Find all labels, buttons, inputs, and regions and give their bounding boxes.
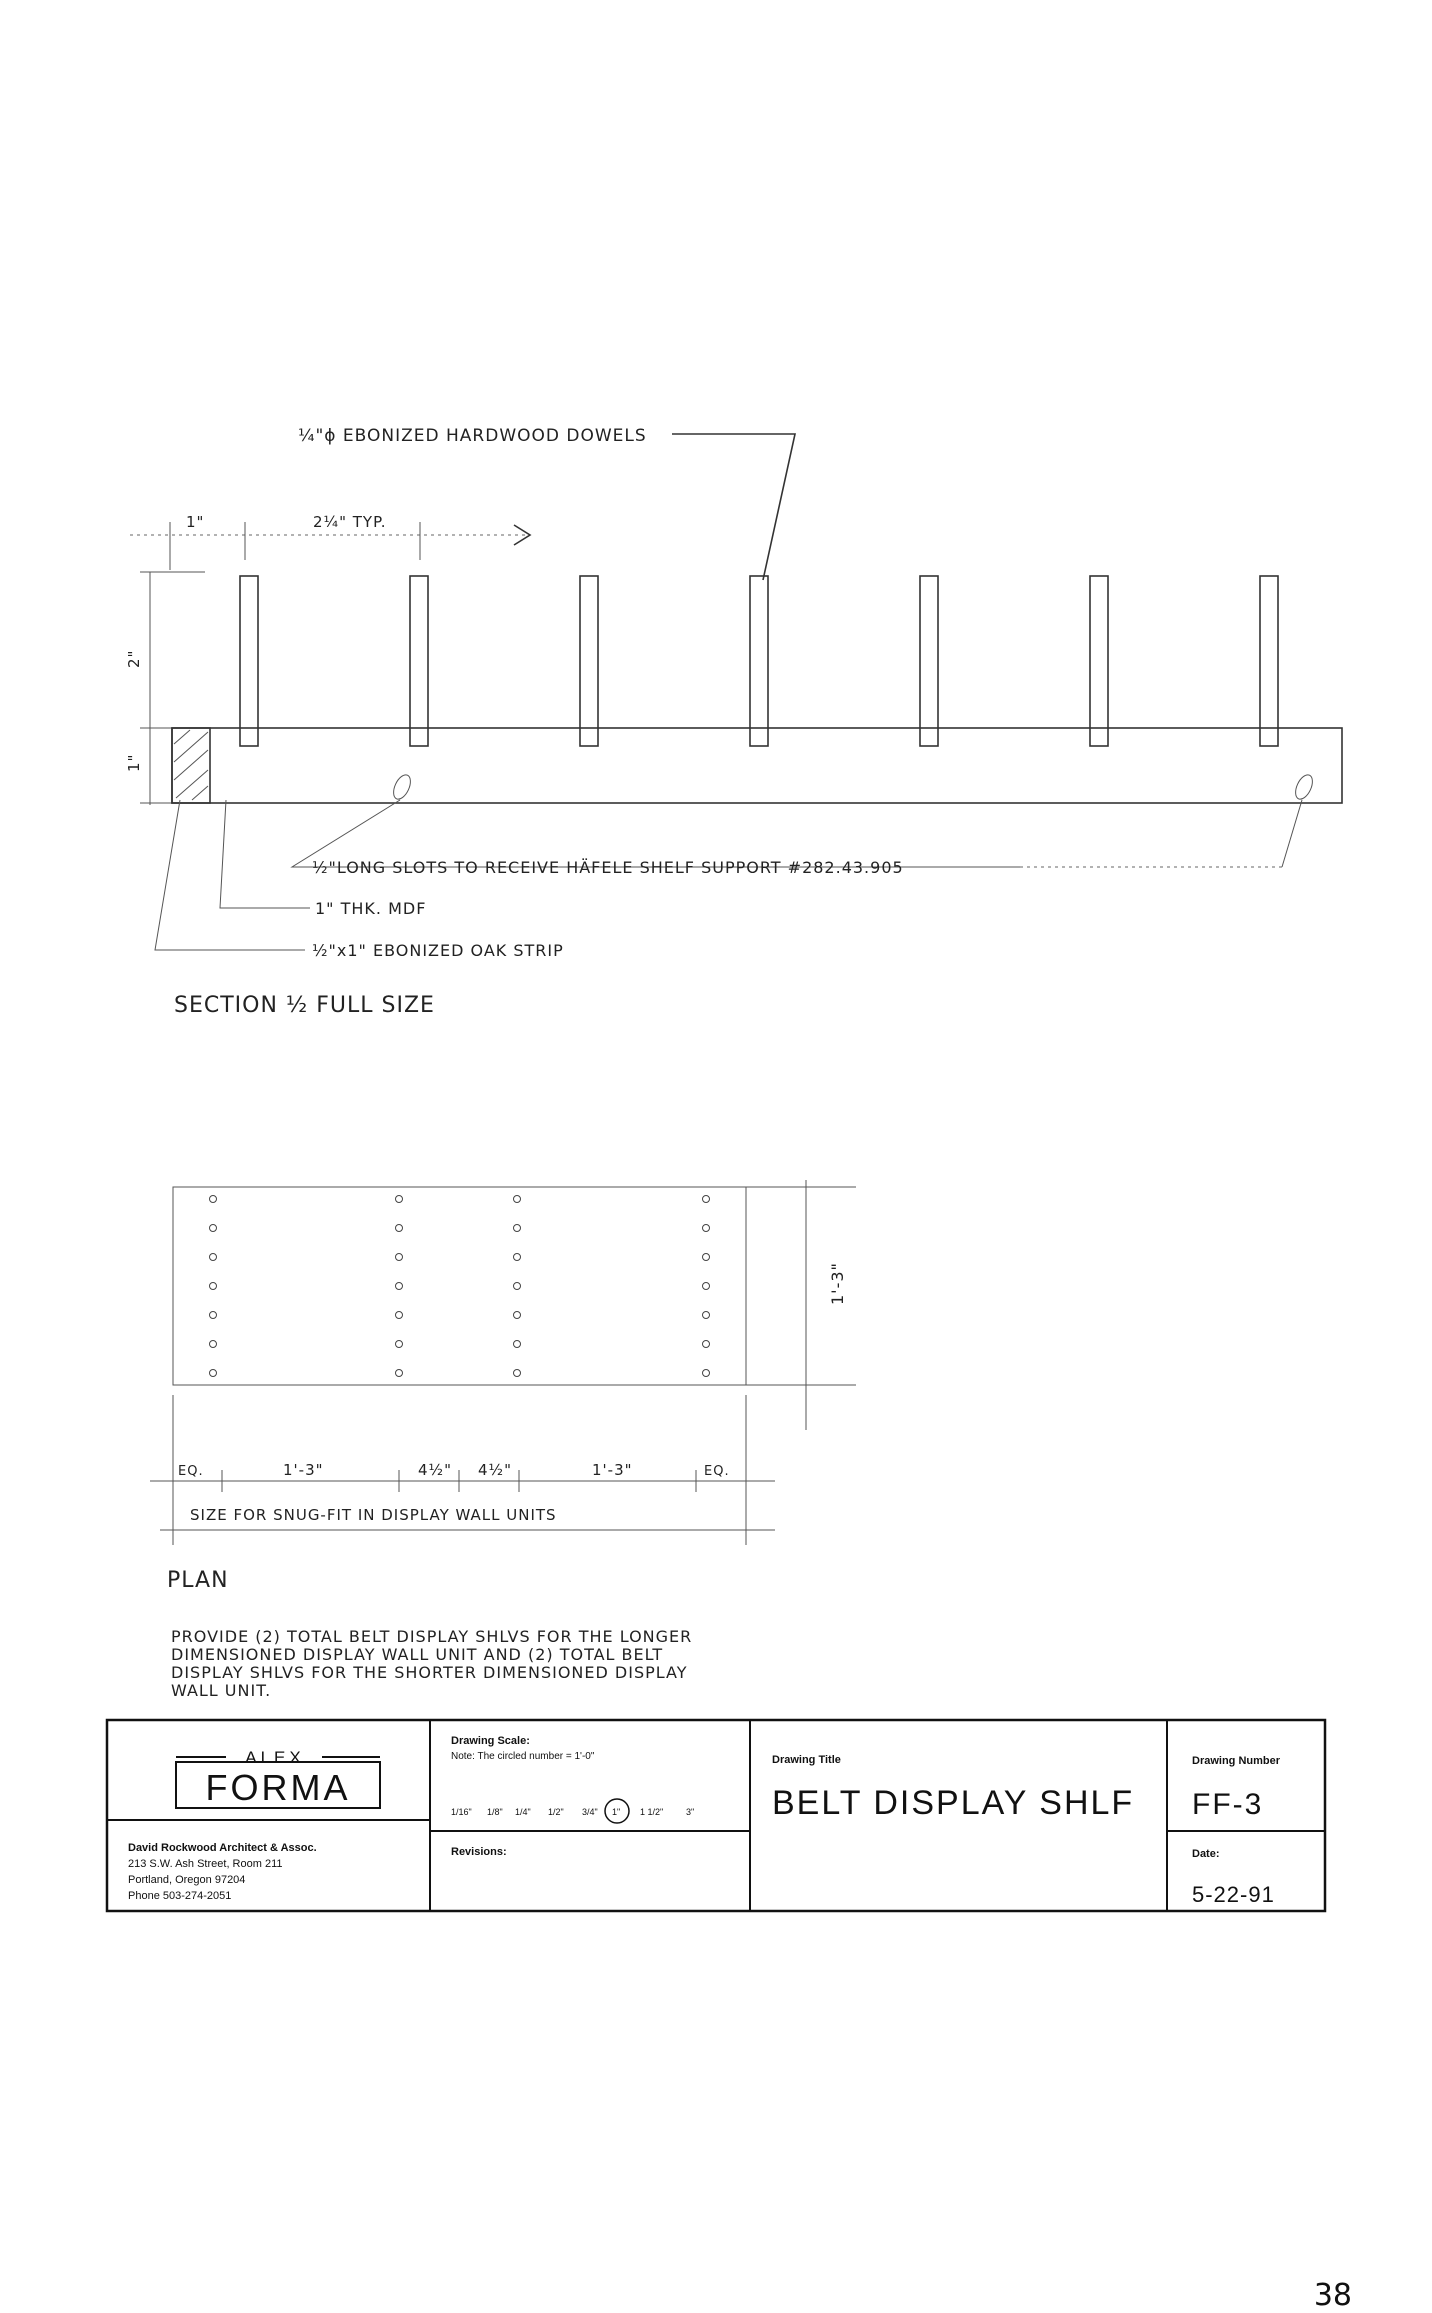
dowels xyxy=(240,576,1278,746)
dowel-hole xyxy=(396,1283,403,1290)
dowel-hole xyxy=(210,1283,217,1290)
scale-options xyxy=(451,1799,694,1823)
office-address-line-3: Phone 503-274-2051 xyxy=(128,1890,232,1902)
support-slot xyxy=(1292,772,1316,801)
dowel-hole xyxy=(703,1341,710,1348)
dowel-hole xyxy=(210,1254,217,1261)
scale-option: 1/2" xyxy=(548,1807,564,1817)
dowel-hole xyxy=(703,1196,710,1203)
drawing-title-label: Drawing Title xyxy=(772,1754,841,1766)
dim-shelf-height: 1" xyxy=(125,753,143,772)
dowel-hole xyxy=(514,1283,521,1290)
dowel-hole xyxy=(703,1283,710,1290)
dowel-hole xyxy=(210,1196,217,1203)
mdf-shelf xyxy=(172,728,1342,803)
scale-option-selected: 1" xyxy=(612,1807,621,1817)
mdf-leader xyxy=(220,800,310,908)
logo-top: ALEX xyxy=(245,1748,305,1767)
scale-note: Note: The circled number = 1'-0" xyxy=(451,1751,595,1762)
plan-dim-eq-left: EQ. xyxy=(178,1464,204,1479)
dowel-hole xyxy=(396,1196,403,1203)
title-block xyxy=(107,1720,1325,1911)
strip-label: ½"x1" EBONIZED OAK STRIP xyxy=(312,941,564,960)
office-address-line-2: Portland, Oregon 97204 xyxy=(128,1874,246,1886)
dowel xyxy=(580,576,598,746)
logo-main: FORMA xyxy=(205,1767,351,1808)
date-label: Date: xyxy=(1192,1848,1220,1860)
strip-leader xyxy=(155,800,305,950)
plan-shelf-outline xyxy=(173,1187,746,1385)
dowel-hole xyxy=(703,1312,710,1319)
dowel-hole xyxy=(514,1341,521,1348)
office-address-line-1: 213 S.W. Ash Street, Room 211 xyxy=(128,1858,283,1870)
dim-spacing-label: 2¼" TYP. xyxy=(313,513,387,531)
dowel-hole xyxy=(514,1196,521,1203)
plan-dim-gap-left: 4½" xyxy=(418,1461,452,1479)
dowel xyxy=(750,576,768,746)
dowel-hole xyxy=(396,1370,403,1377)
section-caption: SECTION ½ FULL SIZE xyxy=(174,993,435,1018)
dowel-hole xyxy=(703,1225,710,1232)
dowel-label: ¼"ϕ EBONIZED HARDWOOD DOWELS xyxy=(298,426,647,446)
dowel-hole xyxy=(396,1225,403,1232)
slots-label: ½"LONG SLOTS TO RECEIVE HÄFELE SHELF SUPPORT #282.43.905 xyxy=(312,858,904,877)
plan-dim-left: 1'-3" xyxy=(283,1461,324,1479)
plan-dim-eq-right: EQ. xyxy=(704,1464,730,1479)
dowel-hole xyxy=(703,1370,710,1377)
plan-note-line-1: PROVIDE (2) TOTAL BELT DISPLAY SHLVS FOR THE LONGER xyxy=(171,1627,693,1646)
dowel-hole xyxy=(210,1341,217,1348)
plan-height-dim: 1'-3" xyxy=(828,1262,847,1305)
dowel-leader xyxy=(672,434,795,580)
plan-caption: PLAN xyxy=(167,1568,229,1593)
slots-leader xyxy=(292,800,1020,867)
page-number: 38 xyxy=(1313,2278,1352,2313)
plan-size-note: SIZE FOR SNUG-FIT IN DISPLAY WALL UNITS xyxy=(190,1506,557,1524)
dowel-hole xyxy=(396,1312,403,1319)
dowel xyxy=(920,576,938,746)
dowel xyxy=(1260,576,1278,746)
oak-strip-hatch xyxy=(174,730,208,800)
dowel-hole xyxy=(396,1254,403,1261)
dowel-hole xyxy=(210,1225,217,1232)
drawing-number-value: FF-3 xyxy=(1192,1788,1264,1821)
office-name: David Rockwood Architect & Assoc. xyxy=(128,1842,317,1854)
scale-option: 3/4" xyxy=(582,1807,598,1817)
dim-dowel-height: 2" xyxy=(125,649,143,668)
plan-dim-gap-right: 4½" xyxy=(478,1461,512,1479)
dowel-hole xyxy=(210,1370,217,1377)
alex-forma-logo xyxy=(176,1748,380,1808)
dowel-holes xyxy=(210,1196,710,1377)
dowel-hole xyxy=(514,1370,521,1377)
drawing-title-value: BELT DISPLAY SHLF xyxy=(772,1784,1135,1822)
date-value: 5-22-91 xyxy=(1192,1882,1275,1907)
plan-note-line-2: DIMENSIONED DISPLAY WALL UNIT AND (2) TOTAL BELT xyxy=(171,1645,664,1664)
scale-option: 1/8" xyxy=(487,1807,503,1817)
dowel-hole xyxy=(514,1225,521,1232)
plan-note-line-4: WALL UNIT. xyxy=(171,1681,272,1700)
dowel-hole xyxy=(514,1312,521,1319)
drawing-number-label: Drawing Number xyxy=(1192,1755,1281,1767)
plan-dim-right: 1'-3" xyxy=(592,1461,633,1479)
scale-option: 3" xyxy=(686,1807,695,1817)
slots-leader xyxy=(1282,800,1302,867)
scale-option: 1/4" xyxy=(515,1807,531,1817)
support-slot xyxy=(390,772,414,801)
plan-note-line-3: DISPLAY SHLVS FOR THE SHORTER DIMENSIONED DISPLAY xyxy=(171,1663,688,1682)
scale-label: Drawing Scale: xyxy=(451,1735,530,1747)
dowel-hole xyxy=(210,1312,217,1319)
plan-drawing xyxy=(150,1180,856,1700)
revisions-label: Revisions: xyxy=(451,1846,507,1858)
mdf-label: 1" THK. MDF xyxy=(315,899,427,918)
section-drawing xyxy=(125,426,1342,1018)
dowel xyxy=(240,576,258,746)
scale-option: 1/16" xyxy=(451,1807,472,1817)
scale-option: 1 1/2" xyxy=(640,1807,664,1817)
dowel xyxy=(1090,576,1108,746)
dowel xyxy=(410,576,428,746)
dowel-hole xyxy=(514,1254,521,1261)
dowel-hole xyxy=(396,1341,403,1348)
dowel-hole xyxy=(703,1254,710,1261)
dim-left-label: 1" xyxy=(186,513,205,531)
